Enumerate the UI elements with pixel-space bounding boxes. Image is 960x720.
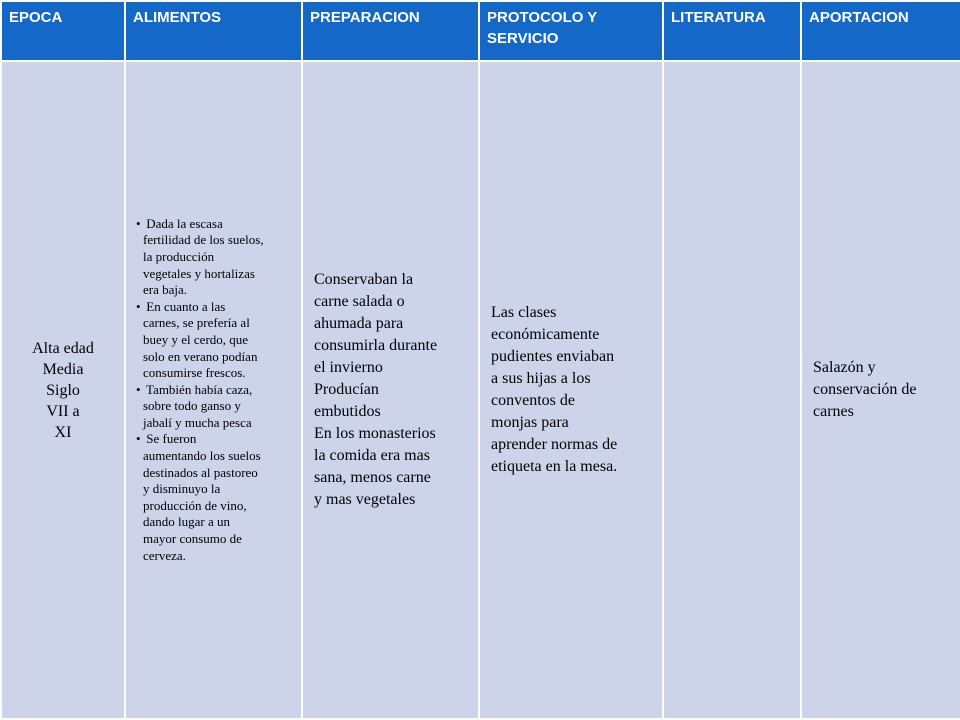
text-line: Conservaban la [314, 271, 414, 288]
cell-epoca [1, 61, 125, 719]
text-line: pudientes enviaban [491, 348, 615, 365]
text-line: y disminuyo la [143, 481, 221, 497]
text-line: mayor consumo de [143, 531, 242, 547]
text-line: la comida era mas [314, 447, 430, 464]
text-line: Producían [314, 381, 379, 398]
text-line: dando lugar a un [143, 514, 231, 530]
text-line: En los monasterios [314, 425, 436, 442]
text-line: Dada la escasa [146, 215, 223, 231]
header-protocolo: PROTOCOLO Y SERVICIO [479, 1, 663, 61]
text-line: embutidos [314, 403, 381, 420]
list-item [134, 216, 296, 299]
text-line: era baja. [143, 282, 188, 298]
text-line: destinados al pastoreo [143, 464, 258, 480]
epoca-line: VII a [46, 402, 80, 420]
text-line: También había caza, [146, 381, 253, 397]
text-line: cerveza. [143, 547, 186, 563]
text-line: etiqueta en la mesa. [491, 458, 618, 475]
table-row [1, 61, 960, 719]
text-line: solo en verano podían [143, 348, 258, 364]
text-line: Se fueron [146, 431, 197, 447]
text-line: jabalí y mucha pesca [143, 414, 252, 430]
list-item [134, 382, 296, 432]
epoca-line: Siglo [46, 381, 80, 399]
text-line: carnes, se prefería al [143, 315, 250, 331]
text-line: conventos de [491, 392, 575, 409]
text-line: conservación de [813, 381, 917, 398]
text-line: sana, menos carne [314, 469, 431, 486]
text-line: buey y el cerdo, que [143, 331, 249, 347]
text-line: Las clases [491, 304, 557, 321]
header-epoca: EPOCA [1, 1, 125, 61]
text-line: económicamente [491, 326, 600, 343]
text-line: ahumada para [314, 315, 404, 332]
text-line: consumirse frescos. [143, 365, 246, 381]
header-literatura: LITERATURA [663, 1, 801, 61]
cell-alimentos [125, 61, 302, 719]
epoca-line: XI [54, 423, 72, 441]
cell-preparacion [302, 61, 479, 719]
text-line: a sus hijas a los [491, 370, 591, 387]
cell-aportacion [801, 61, 960, 719]
text-line: aumentando los suelos [143, 448, 261, 464]
text-line: Salazón y [813, 359, 876, 376]
header-preparacion: PREPARACION [302, 1, 479, 61]
text-line: carnes [813, 403, 854, 420]
text-line: el invierno [314, 359, 383, 376]
epoca-line: Alta edad [32, 339, 94, 357]
header-row [1, 1, 960, 61]
text-line: fertilidad de los suelos, [143, 232, 264, 248]
text-line: consumirla durante [314, 337, 438, 354]
text-line: carne salada o [314, 293, 405, 310]
text-line: sobre todo ganso y [143, 398, 241, 414]
text-line: En cuanto a las [146, 298, 226, 314]
list-item [134, 431, 296, 564]
text-line: producción de vino, [143, 497, 247, 513]
alimentos-list [134, 216, 296, 564]
cell-literatura [663, 61, 801, 719]
text-line: y mas vegetales [314, 491, 416, 508]
header-alimentos: ALIMENTOS [125, 1, 302, 61]
epoca-line: Media [42, 360, 84, 378]
text-line: aprender normas de [491, 436, 618, 453]
text-line: vegetales y hortalizas [143, 265, 255, 281]
header-aportacion: APORTACION [801, 1, 960, 61]
list-item [134, 299, 296, 382]
cell-protocolo [479, 61, 663, 719]
text-line: la producción [143, 248, 215, 264]
text-line: monjas para [491, 414, 569, 431]
